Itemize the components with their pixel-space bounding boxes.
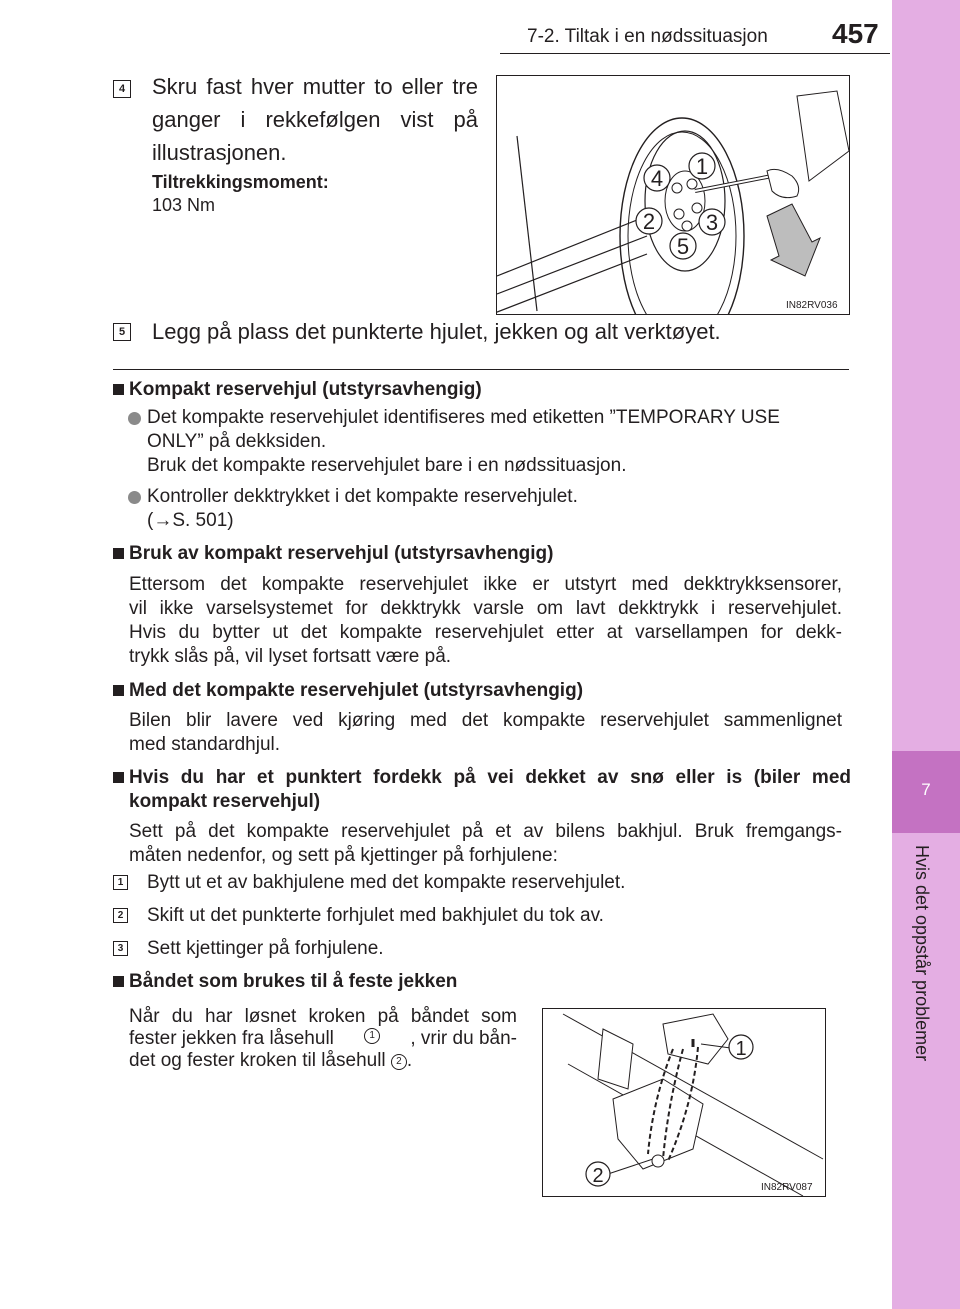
figure-code: IN82RV087	[761, 1182, 813, 1193]
header-divider	[500, 53, 890, 54]
text-fragment: , vrir du bån-	[410, 1028, 517, 1049]
step-number-badge: 2	[113, 908, 128, 923]
paragraph-line: Ettersom det kompakte reservehjulet ikke er utstyrt med dekktrykksensorer,	[129, 574, 842, 595]
torque-value: 103 Nm	[152, 195, 216, 215]
text-fragment: .	[406, 1050, 413, 1071]
heading-square-bullet	[113, 772, 124, 783]
ref-circle-2: 2	[391, 1054, 407, 1070]
paragraph-line	[129, 1050, 412, 1072]
chapter-number: 7	[921, 780, 931, 799]
step-text: Bytt ut et av bakhjulene med det kompakte reservehjulet.	[147, 872, 626, 893]
paragraph-line: Hvis du bytter ut det kompakte reservehjulet etter at varsellampen for dekk-	[129, 622, 842, 643]
nut-label-1: 1	[695, 154, 709, 179]
paragraph-line: Sett på det kompakte reservehjulet på et av bilens bakhjul. Bruk fremgangs-	[129, 821, 842, 842]
nut-label-3: 3	[705, 210, 719, 235]
step-number-badge: 4	[113, 80, 131, 98]
lock-hole-label-1: 1	[735, 1038, 747, 1060]
nut-label-4: 4	[650, 166, 664, 191]
bullet-text: ONLY” på dekksiden.	[147, 431, 327, 452]
bullet-dot	[128, 412, 141, 425]
heading-square-bullet	[113, 976, 124, 987]
text-fragment: fester jekken fra låsehull	[129, 1028, 334, 1049]
lock-hole-label-2: 2	[592, 1165, 604, 1187]
wheel-illustration	[497, 76, 849, 314]
page-number: 457	[832, 18, 879, 49]
section-title: 7-2. Tiltak i en nødssituasjon	[527, 26, 768, 47]
jack-strap-figure	[542, 1008, 826, 1197]
section-heading: kompakt reservehjul)	[129, 791, 321, 812]
heading-square-bullet	[113, 384, 124, 395]
section-heading: Hvis du har et punktert fordekk på vei dekket av snø eller is (biler med	[129, 767, 851, 788]
paragraph-line	[129, 1028, 517, 1050]
heading-square-bullet	[113, 685, 124, 696]
section-divider	[113, 369, 849, 370]
step-text: Skift ut det punkterte forhjulet med bakhjulet du tok av.	[147, 905, 604, 926]
torque-label: Tiltrekkingsmoment:	[152, 172, 329, 192]
paragraph-line: Bilen blir lavere ved kjøring med det kompakte reservehjulet sammenlignet	[129, 710, 842, 731]
nut-label-2: 2	[642, 209, 656, 234]
chapter-side-tab	[892, 0, 960, 1309]
step-5-text: Legg på plass det punkterte hjulet, jekken og alt verktøyet.	[152, 319, 721, 344]
step-number-badge: 5	[113, 323, 131, 341]
jack-strap-illustration	[543, 1009, 825, 1196]
heading-square-bullet	[113, 548, 124, 559]
paragraph-line: måten nedenfor, og sett på kjettinger på forhjulene:	[129, 845, 558, 866]
page-reference[interactable]: (→S. 501)	[147, 510, 234, 531]
paragraph-line: Når du har løsnet kroken på båndet som	[129, 1006, 517, 1027]
step-4-text: Skru fast hver mutter to eller tre ganger i rekkefølgen vist på illustrasjonen.	[152, 74, 478, 165]
bullet-text: Det kompakte reservehjulet identifiseres med etiketten ”TEMPORARY USE	[147, 407, 780, 428]
paragraph-line: med standardhjul.	[129, 734, 281, 755]
nut-label-5: 5	[676, 234, 690, 259]
section-heading: Båndet som brukes til å feste jekken	[129, 971, 458, 992]
step-text: Sett kjettinger på forhjulene.	[147, 938, 384, 959]
section-heading: Med det kompakte reservehjulet (utstyrsavhengig)	[129, 680, 584, 701]
bullet-dot	[128, 491, 141, 504]
text-fragment: det og fester kroken til låsehull	[129, 1050, 386, 1071]
figure-code: IN82RV036	[786, 300, 838, 311]
section-heading: Bruk av kompakt reservehjul (utstyrsavhengig)	[129, 543, 554, 564]
bullet-text: Kontroller dekktrykket i det kompakte reservehjulet.	[147, 486, 578, 507]
section-heading: Kompakt reservehjul (utstyrsavhengig)	[129, 379, 482, 400]
ref-circle-1: 1	[364, 1028, 380, 1044]
wheel-nut-figure	[496, 75, 850, 315]
paragraph-line: vil ikke varselsystemet for dekktrykk varsle om lavt dekktrykk i reservehjulet.	[129, 598, 842, 619]
step-number-badge: 1	[113, 875, 128, 890]
paragraph-line: trykk slås på, vil lyset fortsatt være på.	[129, 646, 452, 667]
step-number-badge: 3	[113, 941, 128, 956]
bullet-text: Bruk det kompakte reservehjulet bare i en nødssituasjon.	[147, 455, 627, 476]
chapter-title: Hvis det oppstår problemer	[912, 845, 932, 1062]
